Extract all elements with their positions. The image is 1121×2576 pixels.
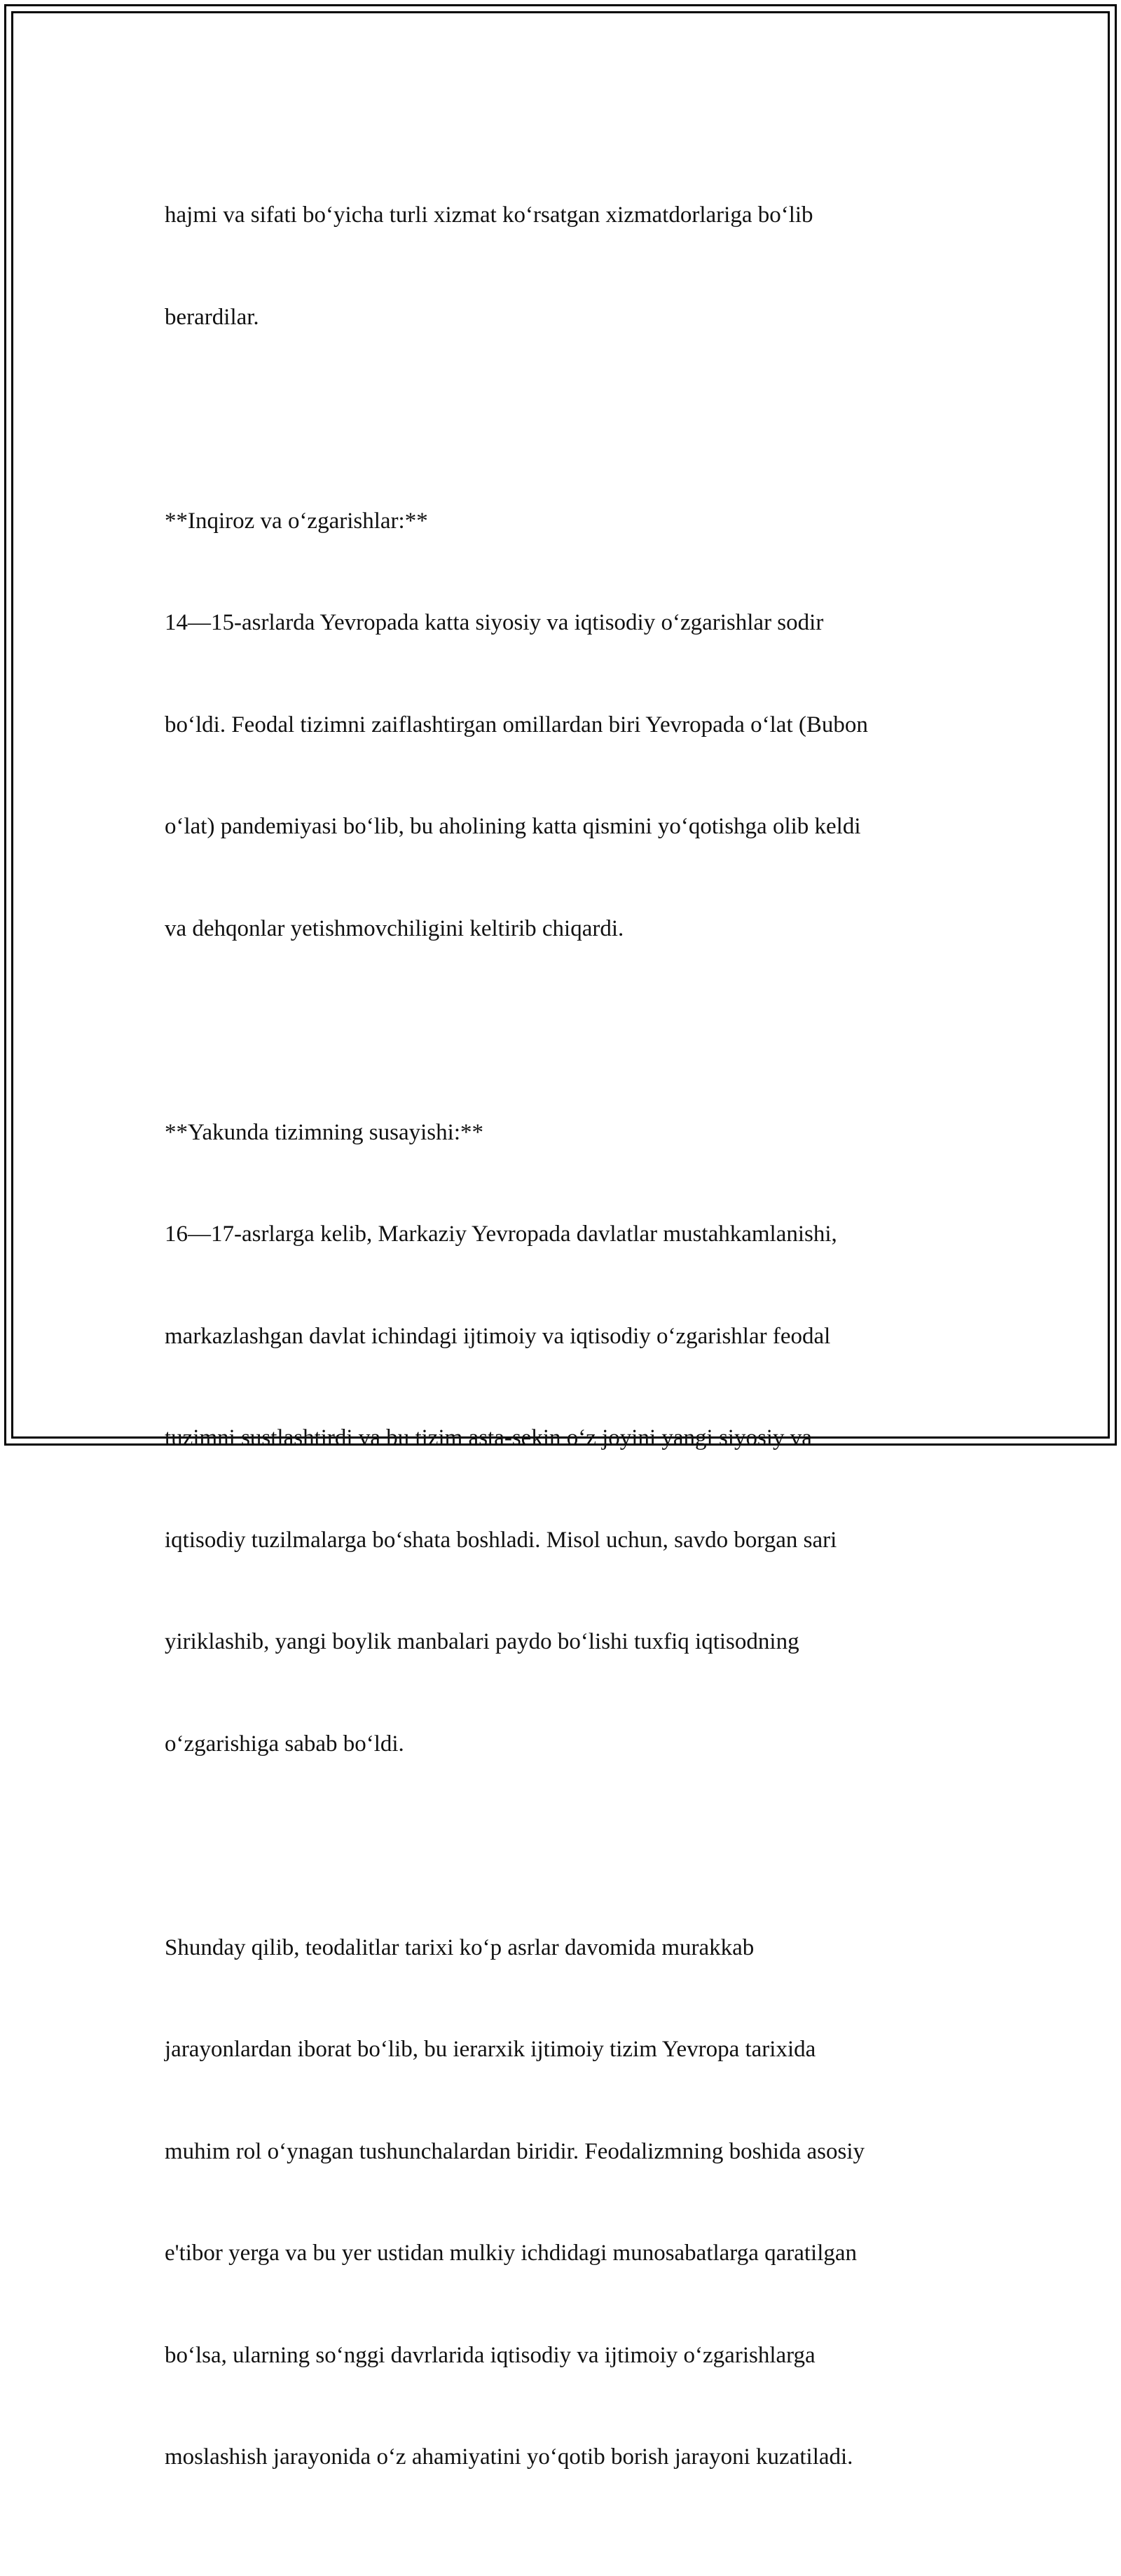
text-line: bo‘ldi. Feodal tizimni zaiflashtirgan omillardan biri Yevropada o‘lat (Bubon: [165, 712, 868, 738]
section-heading: **Yakunda tizimning susayishi:**: [165, 1119, 483, 1145]
paragraph-4: [165, 1863, 960, 2542]
section-heading: **Inqiroz va o‘zgarishlar:**: [165, 508, 428, 534]
text-line: berardilar.: [165, 304, 259, 330]
text-line: muhim rol o‘ynagan tushunchalardan biridir. Feodalizmning boshida asosiy: [165, 2138, 865, 2164]
text-line: hajmi va sifati bo‘yicha turli xizmat ko‘rsatgan xizmatdorlariga bo‘lib: [165, 202, 813, 228]
text-line: moslashish jarayonida o‘z ahamiyatini yo‘qotib borish jarayoni kuzatiladi.: [165, 2444, 853, 2470]
text-line: yiriklashib, yangi boylik manbalari paydo bo‘lishi tuxfiq iqtisodning: [165, 1629, 799, 1654]
text-line: markazlashgan davlat ichindagi ijtimoiy va iqtisodiy o‘zgarishlar feodal: [165, 1323, 831, 1349]
text-line: bo‘lsa, ularning so‘nggi davrlarida iqtisodiy va ijtimoiy o‘zgarishlarga: [165, 2342, 816, 2368]
text-line: va dehqonlar yetishmovchiligini keltirib chiqardi.: [165, 915, 624, 941]
text-line: jarayonlardan iborat bo‘lib, bu ierarxik ijtimoiy tizim Yevropa tarixida: [165, 2037, 816, 2062]
paragraph-2: [165, 436, 960, 1014]
text-line: o‘lat) pandemiyasi bo‘lib, bu aholining katta qismini yo‘qotishga olib keldi: [165, 814, 861, 839]
text-line: 14—15-asrlarda Yevropada katta siyosiy va iqtisodiy o‘zgarishlar sodir: [165, 610, 824, 635]
text-line: e'tibor yerga va bu yer ustidan mulkiy ichdidagi munosabatlarga qaratilgan: [165, 2241, 858, 2266]
text-line: Shunday qilib, teodalitlar tarixi ko‘p asrlar davomida murakkab: [165, 1934, 755, 1960]
paragraph-3: [165, 1048, 960, 1829]
document-body: [165, 130, 960, 2576]
text-line: 16—17-asrlarga kelib, Markaziy Yevropada davlatlar mustahkamlanishi,: [165, 1221, 837, 1247]
paragraph-1: [165, 130, 960, 402]
text-line: o‘zgarishiga sabab bo‘ldi.: [165, 1731, 404, 1757]
text-line: iqtisodiy tuzilmalarga bo‘shata boshladi. Misol uchun, savdo borgan sari: [165, 1527, 837, 1553]
text-line: tuzimni sustlashtirdi va bu tizim asta-sekin o‘z joyini yangi siyosiy va: [165, 1425, 812, 1450]
